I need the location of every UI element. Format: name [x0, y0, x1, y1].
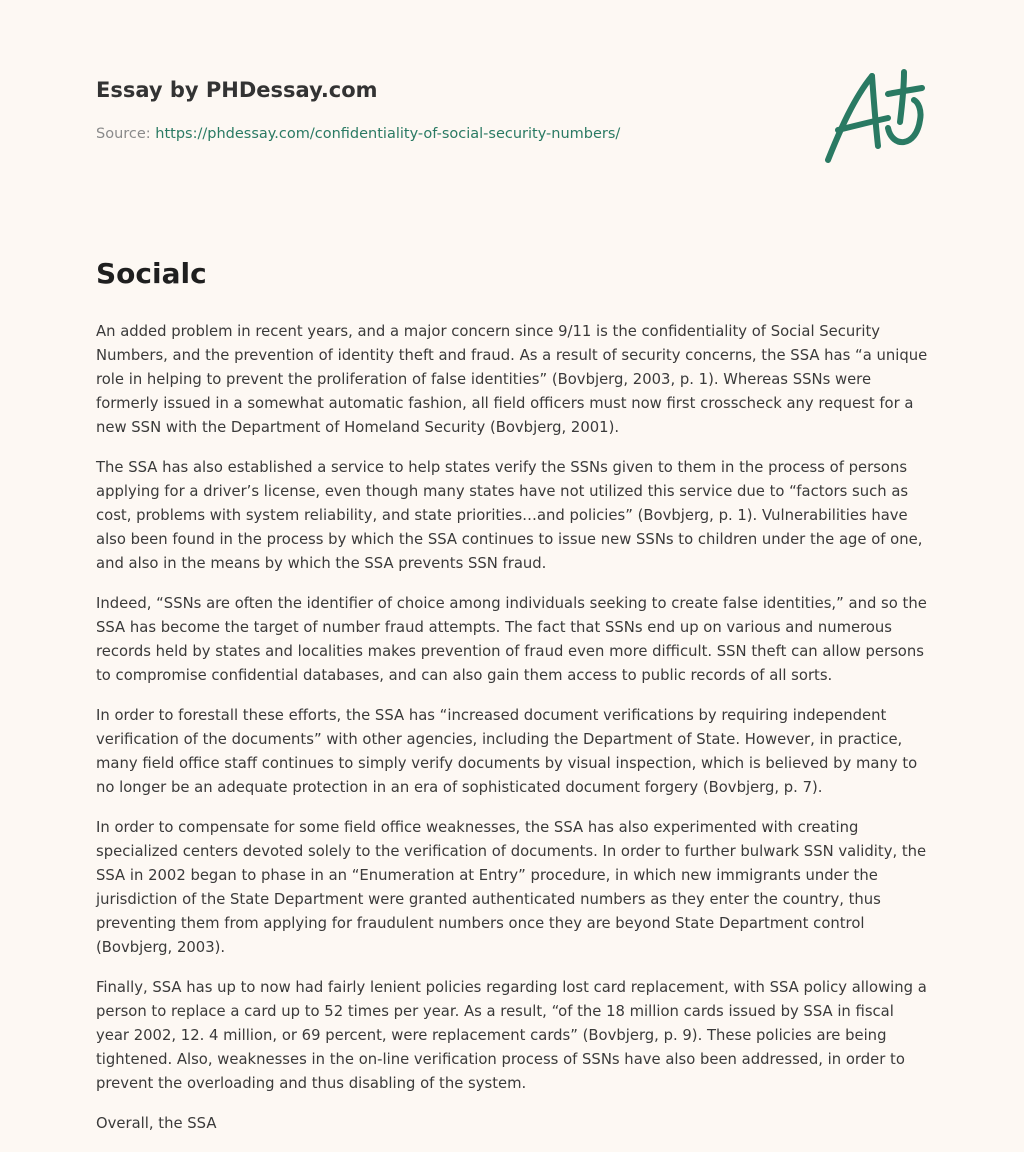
essay-article	[96, 254, 928, 1152]
source-link[interactable]: https://phdessay.com/confidentiality-of-social-security-numbers/	[155, 126, 621, 142]
source-line	[96, 124, 796, 144]
page-header	[96, 76, 796, 144]
essay-paragraph: The SSA has also established a service to help states verify the SSNs given to them in the process of persons applying for a driver’s license, even though many states have not utilized this service due to “factors such as cost, problems with system reliability, and state priorities…and policies” (Bovbjerg, p. 1). Vulnerabilities have also been found in the process by which the SSA continues to issue new SSNs to children under the age of one, and also in the means by which the SSA prevents SSN fraud.	[96, 459, 923, 572]
essay-paragraph: In order to forestall these efforts, the SSA has “increased document verifications by requiring independent verification of the documents” with other agencies, including the Department of State. However, in practice, many field office staff continues to simply verify documents by visual inspection, which is believed by many to no longer be an adequate protection in an era of sophisticated document forgery (Bovbjerg, p. 7).	[96, 707, 918, 796]
essay-paragraph: Finally, SSA has up to now had fairly lenient policies regarding lost card replacement, with SSA policy allowing a person to replace a card up to 52 times per year. As a result, “of the 18 million cards issued by SSA in fiscal year 2002, 12. 4 million, or 69 percent, were replacement cards” (Bovbjerg, p. 9). These policies are being tightened. Also, weaknesses in the on-line verification process of SSNs have also been addressed, in order to prevent the overloading and thus disabling of the system.	[96, 979, 927, 1092]
essay-paragraph: Overall, the SSA	[96, 1115, 217, 1132]
site-title: Essay by PHDessay.com	[96, 78, 378, 102]
essay-paragraph: In order to compensate for some field office weaknesses, the SSA has also experimented with creating specialized centers devoted solely to the verification of documents. In order to further bulwark SSN validity, the SSA in 2002 began to phase in an “Enumeration at Entry” procedure, in which new immigrants under the jurisdiction of the State Department were granted authenticated numbers as they enter the country, thus preventing them from applying for fraudulent numbers once they are beyond State Department control (Bovbjerg, 2003).	[96, 819, 927, 956]
essay-paragraph: Indeed, “SSNs are often the identifier of choice among individuals seeking to create false identities,” and so the SSA has become the target of number fraud attempts. The fact that SSNs end up on various and numerous records held by states and localities makes prevention of fraud even more difficult. SSN theft can allow persons to compromise confidential databases, and can also gain them access to public records of all sorts.	[96, 595, 927, 684]
essay-title: Socialc	[96, 257, 207, 290]
essay-paragraph: An added problem in recent years, and a major concern since 9/11 is the confidentiality of Social Security Numbers, and the prevention of identity theft and fraud. As a result of security concerns, the SSA has “a unique role in helping to prevent the proliferation of false identities” (Bovbjerg, 2003, p. 1). Whereas SSNs were formerly issued in a somewhat automatic fashion, all field officers must now first crosscheck any request for a new SSN with the Department of Homeland Security (Bovbjerg, 2001).	[96, 323, 928, 436]
a-plus-logo-icon	[818, 64, 930, 168]
source-label: Source:	[96, 126, 156, 142]
